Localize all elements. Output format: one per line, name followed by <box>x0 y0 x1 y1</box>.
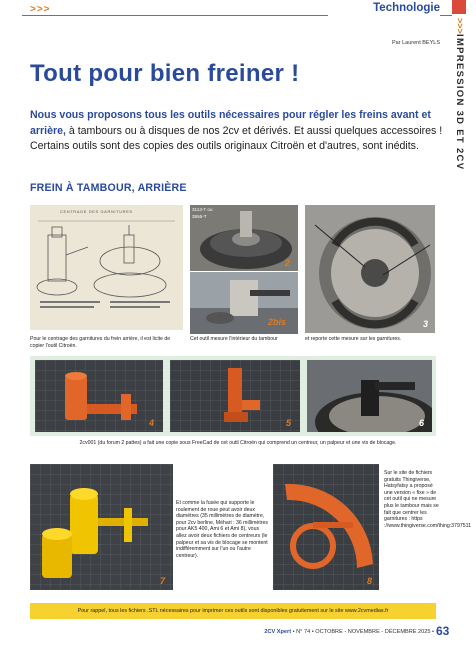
article-author: Par Laurent BEYLS <box>391 40 440 46</box>
section-subhead: FREIN À TAMBOUR, ARRIÈRE <box>30 182 187 194</box>
page-number: 63 <box>436 624 450 638</box>
photo-drum-shoes <box>305 205 435 333</box>
caption-8: Sur le site de fichiers gratuits Thingiverse, Hatsyfatsy a proposé une version « fixe » de cet outil qui ne mesure plus le tambour mais se fait que centrer les garnitures : https ://www.thingiverse.com/thing:3797511 <box>384 470 471 529</box>
lead-rest: à tambours ou à disques de nos 2cv et dérivés. Et aussi quelques accessoires ! Certains outils sont des copies des outils originaux Citroën et d'autres, sont inédits. <box>30 124 443 152</box>
photo-measuring-tool <box>190 272 298 334</box>
photo-number: 2 <box>285 258 291 268</box>
photo-document <box>30 205 183 330</box>
header-tab <box>452 0 466 14</box>
photo-number: 6 <box>419 418 425 428</box>
photo-cad-1 <box>35 360 163 432</box>
photo-number: 5 <box>286 418 292 428</box>
header-arrows: >>> <box>30 4 51 15</box>
document-title: CENTRAGE DES GARNITURES <box>60 209 133 214</box>
side-section-label: IMPRESSION 3D ET 2CV <box>454 34 465 171</box>
magazine-name: 2CV Xpert <box>264 629 292 635</box>
footer-note: Pour rappel, tous les fichiers .STL nécessaires pour imprimer ces outils sont disponibles gratuitement sur le site www.2cvmedias.fr <box>30 603 436 619</box>
lead-bold: Nous vous proposons tous les outils nécessaires pour régler les freins avant et arrière, <box>30 109 431 137</box>
caption-7: Et comme la fusée qui supporte le roulement de roue peut avoir deux diamètres (35 millimètres de diamètre, pour 2cv berline, Méhari : 36 millimètres pour AK5 400, Ami 6 et Ami 8), vous allez avoir deux fichiers de centreurs (le palpeur et sa vis de blocage se montent indifféremment sur l'un ou l'autre centreur). <box>176 500 268 559</box>
photo-cad-2 <box>170 360 300 432</box>
photo-tool-on-drum <box>307 360 432 432</box>
side-arrows-text: >>> <box>455 18 465 34</box>
issue-info: • N° 74 • OCTOBRE - NOVEMBRE - DÉCEMBRE 2025 • <box>291 629 434 635</box>
photo-fixed-tool <box>273 464 379 590</box>
fixed-tool-render <box>273 464 379 590</box>
photo-number: 8 <box>367 576 373 586</box>
document-drawing <box>30 205 183 330</box>
article-title: Tout pour bien freiner ! <box>30 60 300 87</box>
cad-render-1 <box>35 360 163 432</box>
side-arrows <box>455 18 465 34</box>
tool-reference: 3113-T ou 3555-T <box>192 207 213 219</box>
photo-number: 2bis <box>268 317 287 327</box>
photo-number: 4 <box>149 418 155 428</box>
photo-brake-tool <box>190 205 298 271</box>
caption-3: et reporte cette mesure sur les garnitures. <box>305 336 402 342</box>
page-folio <box>180 629 434 635</box>
photo-number: 7 <box>160 576 166 586</box>
tool-on-drum-render <box>307 360 432 432</box>
photo-yellow-centerers <box>30 464 173 590</box>
yellow-centerers-render <box>30 464 173 590</box>
caption-row-2: 2cv001 (du forum 2 pattes) a fait une copie sous FreeCad de cet outil Citroën qui comprend un centreur, un palpeur et une vis de blocage. <box>79 440 397 446</box>
cad-render-2 <box>170 360 300 432</box>
caption-2bis: Cet outil mesure l'intérieur du tambour <box>190 336 278 342</box>
photo-number: 3 <box>423 319 429 329</box>
article-lead <box>30 108 445 155</box>
caption-1: Pour le centrage des garnitures du frein arrière, il est licite de copier l'outil Citroën. <box>30 336 171 349</box>
drum-shoes-drawing <box>305 205 435 333</box>
section-title: Technologie <box>328 2 440 17</box>
